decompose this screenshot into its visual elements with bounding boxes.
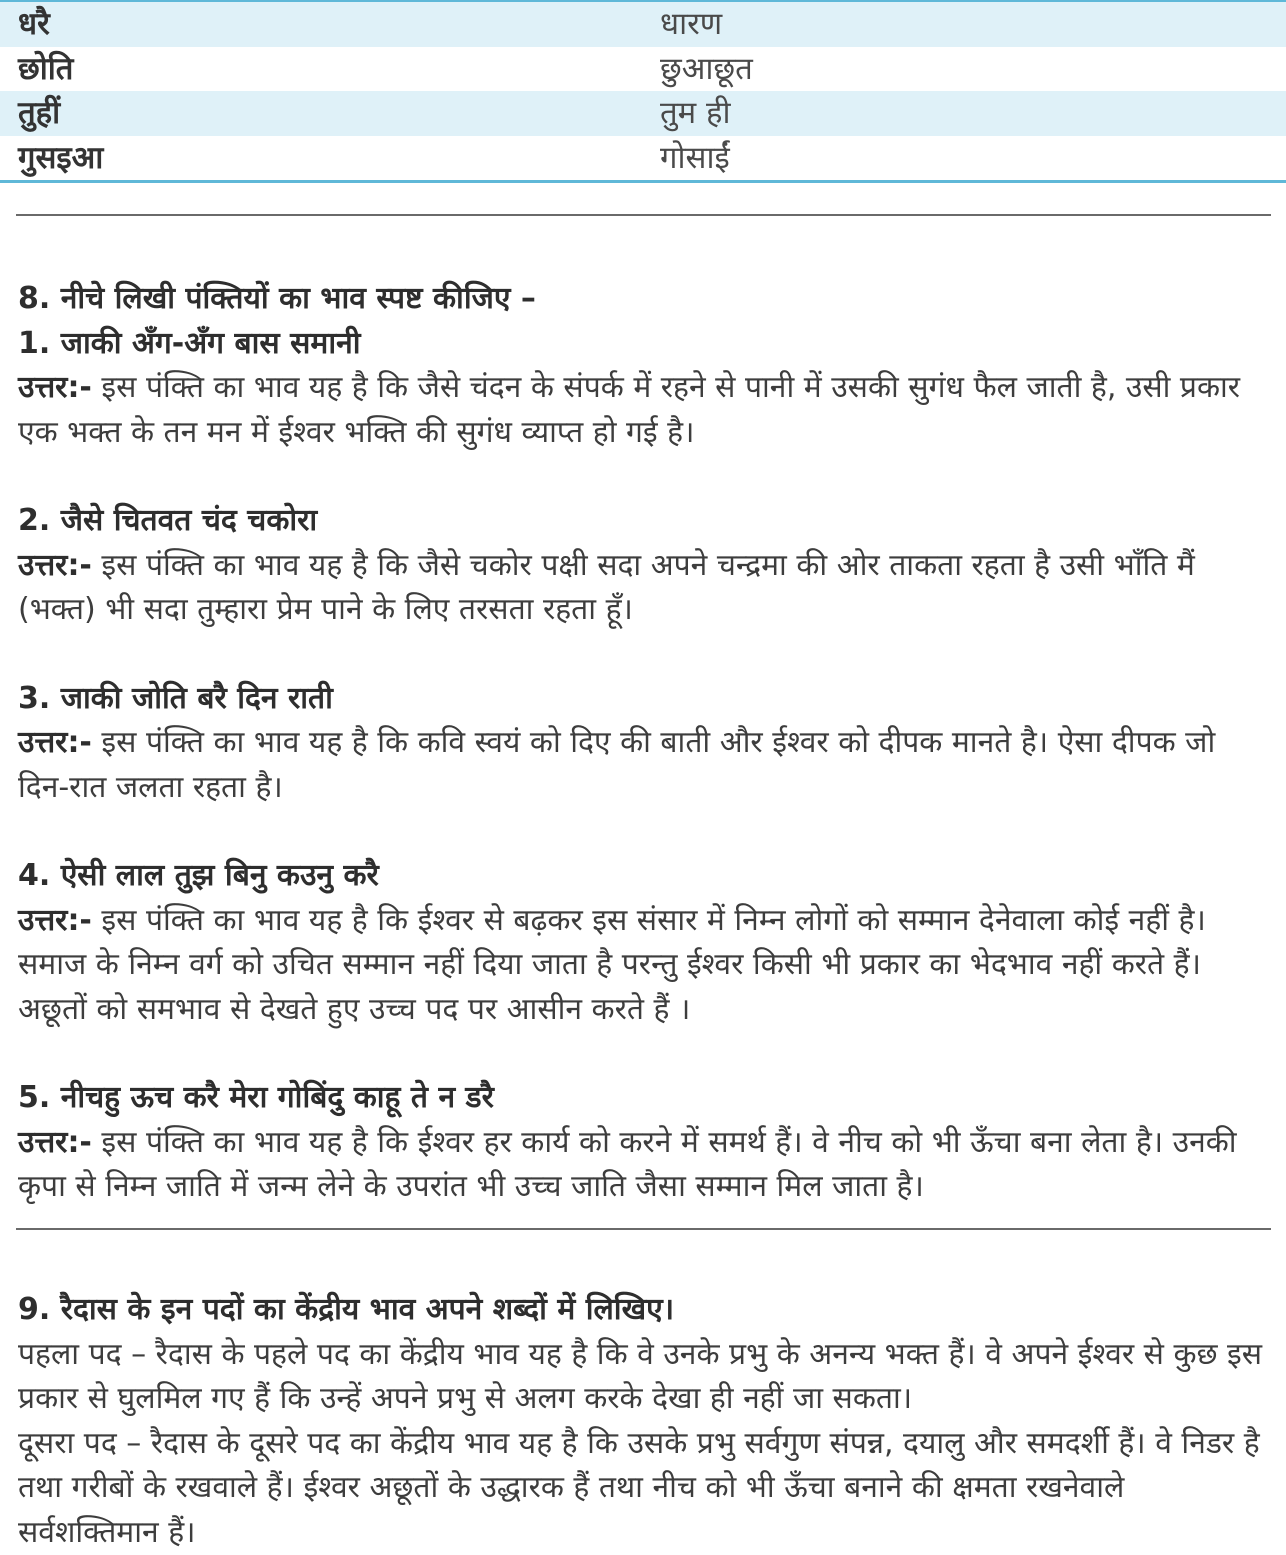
answer-label: उत्तर:- (18, 370, 92, 405)
glossary-meaning: धारण (660, 2, 1286, 46)
answer-label: उत्तर:- (18, 903, 92, 938)
glossary-term: गुसइआ (0, 136, 660, 180)
glossary-term: छोति (0, 47, 660, 91)
glossary-meaning: छुआछूत (660, 47, 1286, 91)
glossary-row (0, 136, 1286, 181)
answer-text: इस पंक्ति का भाव यह है कि ईश्वर हर कार्य को करने में समर्थ हैं। वे नीच को भी ऊँचा बना लेता है। उनकी कृपा से निम्न जाति में जन्म लेने के उपरांत भी उच्च जाति जैसा सम्मान मिल जाता है। (18, 1125, 1237, 1205)
answer-text: इस पंक्ति का भाव यह है कि कवि स्वयं को दिए की बाती और ईश्वर को दीपक मानते है। ऐसा दीपक जो दिन-रात जलता रहता है। (18, 725, 1215, 805)
question-8-section (18, 277, 1273, 1210)
q8-item-2 (18, 499, 1273, 633)
section-divider (16, 214, 1271, 216)
glossary-row (0, 2, 1286, 47)
glossary-meaning: तुम ही (660, 91, 1286, 135)
q9-paragraph-2: दूसरा पद – रैदास के दूसरे पद का केंद्रीय भाव यह है कि उसके प्रभु सर्वगुण संपन्न, दयालु और समदर्शी हैं। वे निडर है तथा गरीबों के रखवाले हैं। ईश्वर अछूतों के उद्धारक हैं तथा नीच को भी ऊँचा बनाने की क्षमता रखनेवाले सर्वशक्तिमान हैं। (18, 1422, 1273, 1555)
q8-answer-3 (18, 721, 1273, 810)
question-9-title: 9. रैदास के इन पदों का केंद्रीय भाव अपने शब्दों में लिखिए। (18, 1288, 1273, 1333)
q8-line-3: 3. जाकी जोति बरै दिन राती (18, 677, 1273, 722)
q8-answer-4 (18, 899, 1273, 1033)
answer-label: उत्तर:- (18, 1125, 92, 1160)
q8-item-3 (18, 677, 1273, 811)
answer-text: इस पंक्ति का भाव यह है कि जैसे चंदन के संपर्क में रहने से पानी में उसकी सुगंध फैल जाती है, उसी प्रकार एक भक्त के तन मन में ईश्वर भक्ति की सुगंध व्याप्त हो गई है। (18, 370, 1240, 450)
glossary-meaning: गोसाईं (660, 136, 1286, 180)
q9-paragraph-1: पहला पद – रैदास के पहले पद का केंद्रीय भाव यह है कि वे उनके प्रभु के अनन्य भक्त हैं। वे अपने ईश्वर से कुछ इस प्रकार से घुलमिल गए हैं कि उन्हें अपने प्रभु से अलग करके देखा ही नहीं जा सकता। (18, 1333, 1273, 1422)
answer-text: इस पंक्ति का भाव यह है कि जैसे चकोर पक्षी सदा अपने चन्द्रमा की ओर ताकता रहता है उसी भाँति मैं (भक्त) भी सदा तुम्हारा प्रेम पाने के लिए तरसता रहता हूँ। (18, 548, 1195, 628)
q8-line-2: 2. जैसे चितवत चंद चकोरा (18, 499, 1273, 544)
q8-line-4: 4. ऐसी लाल तुझ बिनु कउनु करै (18, 854, 1273, 899)
section-divider (16, 1228, 1271, 1230)
glossary-table (0, 0, 1286, 183)
question-8-title: 8. नीचे लिखी पंक्तियों का भाव स्पष्ट कीजिए – (18, 277, 1273, 322)
q8-answer-2 (18, 544, 1273, 633)
question-9-section (18, 1288, 1273, 1555)
answer-label: उत्तर:- (18, 725, 92, 760)
q8-item-4 (18, 854, 1273, 1032)
glossary-row (0, 47, 1286, 92)
q8-answer-1 (18, 366, 1273, 455)
q8-item-1 (18, 322, 1273, 456)
q8-line-5: 5. नीचहु ऊच करै मेरा गोबिंदु काहू ते न डरै (18, 1076, 1273, 1121)
answer-text: इस पंक्ति का भाव यह है कि ईश्वर से बढ़कर इस संसार में निम्न लोगों को सम्मान देनेवाला कोई नहीं है। समाज के निम्न वर्ग को उचित सम्मान नहीं दिया जाता है परन्तु ईश्वर किसी भी प्रकार का भेदभाव नहीं करते हैं। अछूतों को समभाव से देखते हुए उच्च पद पर आसीन करते हैं । (18, 903, 1206, 1027)
glossary-term: तुहीं (0, 91, 660, 135)
q8-item-5 (18, 1076, 1273, 1210)
glossary-term: धरै (0, 2, 660, 46)
glossary-row (0, 91, 1286, 136)
q8-line-1: 1. जाकी अँग-अँग बास समानी (18, 322, 1273, 367)
answer-label: उत्तर:- (18, 548, 92, 583)
q8-answer-5 (18, 1121, 1273, 1210)
